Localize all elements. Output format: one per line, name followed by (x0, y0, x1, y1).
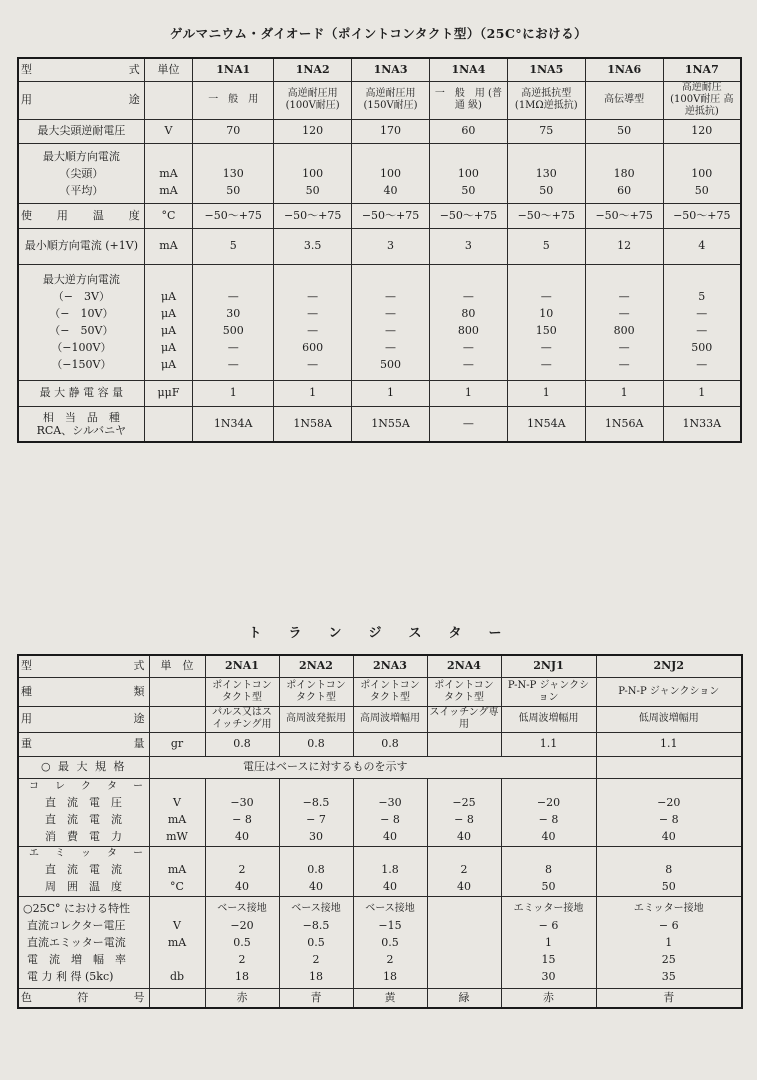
value-cell: 12 (585, 228, 663, 264)
value-cell: 18 (235, 969, 249, 983)
use-cell: 高逆抵抗型 (1MΩ逆抵抗) (507, 81, 585, 119)
unit-cell: db (169, 969, 185, 983)
max-rating-row (18, 756, 742, 778)
value-cell: 60 (429, 119, 507, 143)
equivalent-row (18, 406, 741, 442)
value-cell: 50 (585, 119, 663, 143)
use-cell: 低周波増幅用 (501, 706, 596, 732)
max-rating-label: ○ 最 大 規 格 (18, 756, 149, 778)
value-cell: 0.8 (307, 863, 325, 876)
value-cell: 3.5 (274, 228, 352, 264)
value-cell: 500 (380, 358, 402, 371)
row-label: 使 用 温 度 (18, 203, 144, 228)
value-cell: 30 (309, 829, 323, 843)
value-cell: 1N55A (352, 406, 430, 442)
collector-label: コ レ ク タ ー (29, 780, 146, 792)
config-cell: ベース接地 (291, 902, 341, 914)
value-cell: — (385, 290, 397, 303)
value-cell (430, 934, 499, 951)
value-cell: — (462, 358, 474, 371)
model-cell: 2NA2 (279, 655, 353, 677)
value-cell: 1 (585, 380, 663, 406)
value-cell: −50〜+75 (507, 203, 585, 228)
value-cell (430, 917, 499, 934)
use-row (18, 81, 741, 119)
value-cell: 0.5 (381, 935, 399, 949)
value-cell: — (227, 290, 239, 303)
unit-cell: mW (166, 829, 188, 843)
row-label: 最大逆方向電流 (42, 273, 120, 286)
row-label: 最小順方向電流 (+1V) (18, 228, 144, 264)
transistor-header-row (18, 655, 742, 677)
sub-label: （尖頭） (59, 166, 104, 180)
peak-reverse-voltage-row (18, 119, 741, 143)
value-cell: −8.5 (302, 918, 330, 932)
sub-label: （− 50V） (49, 324, 114, 337)
use-cell: パルス又はスイッチング用 (205, 706, 279, 732)
char-label: ○25C° における特性 (23, 901, 131, 915)
value-cell: − 7 (306, 812, 326, 826)
value-cell: — (696, 358, 708, 371)
value-cell: − 6 (538, 918, 559, 932)
value-cell: — (385, 324, 397, 337)
value-cell: — (618, 341, 630, 354)
value-cell: — (429, 406, 507, 442)
value-cell: 500 (222, 324, 244, 337)
value-cell: 40 (661, 829, 676, 843)
row-label: 最大順方向電流 (42, 149, 120, 163)
value-cell: 800 (613, 324, 635, 337)
value-cell: 500 (691, 341, 713, 354)
row-label: 電 流 増 幅 率 (27, 952, 126, 966)
min-forward-current-row (18, 228, 741, 264)
value-cell: −20 (536, 795, 561, 809)
reverse-current-row (18, 264, 741, 380)
row-label: 消 費 電 力 (45, 829, 122, 843)
value-cell: 1 (663, 380, 741, 406)
value-cell: − 8 (454, 812, 474, 826)
diode-spec-table (17, 57, 742, 443)
use-cell: 高伝導型 (585, 81, 663, 119)
sub-label: （−100V） (51, 341, 112, 354)
value-cell: — (618, 358, 630, 371)
unit-cell: °C (144, 203, 192, 228)
value-cell: 0.8 (353, 732, 427, 756)
color-code-row (18, 988, 742, 1008)
kind-cell: ポイントコンタクト型 (353, 677, 427, 706)
value-cell: — (540, 341, 552, 354)
value-cell (430, 951, 499, 968)
use-cell: 一 般 用 (193, 81, 274, 119)
unit-cell: μA (160, 307, 177, 320)
value-cell: 1N33A (663, 406, 741, 442)
value-cell: — (227, 341, 239, 354)
value-cell: — (618, 307, 630, 320)
unit-cell: μA (160, 358, 177, 371)
unit-cell: V (173, 795, 181, 809)
emitter-rating-row (18, 846, 742, 896)
sub-label: （−150V） (51, 358, 112, 371)
value-cell: −50〜+75 (274, 203, 352, 228)
model-label: 型 式 (18, 58, 144, 81)
value-cell: — (385, 341, 397, 354)
row-label: 直 流 電 流 (45, 863, 122, 876)
max-rating-note: 電圧はベースに対するものを示す (149, 756, 501, 778)
value-cell: 100 (457, 166, 479, 180)
diode-table-title: ゲルマニウム・ダイオード（ポイントコンタクト型）（25C°における） (169, 26, 588, 41)
value-cell: 2 (460, 863, 468, 876)
value-cell: −50〜+75 (352, 203, 430, 228)
value-cell: 2 (312, 952, 320, 966)
model-cell: 1NA7 (663, 58, 741, 81)
model-label: 型 式 (18, 655, 149, 677)
model-cell: 2NA4 (427, 655, 501, 677)
value-cell: −8.5 (302, 795, 330, 809)
value-cell: 1N58A (274, 406, 352, 442)
row-label: 最大尖頭逆耐電圧 (18, 119, 144, 143)
model-cell: 1NA2 (274, 58, 352, 81)
unit-cell: μA (160, 324, 177, 337)
value-cell: 0.8 (205, 732, 279, 756)
value-cell: 80 (461, 307, 476, 320)
sub-label: （平均） (59, 183, 104, 197)
value-cell: 8 (665, 863, 673, 876)
value-cell: 70 (193, 119, 274, 143)
value-cell: — (618, 290, 630, 303)
config-cell: ベース接地 (217, 902, 267, 914)
value-cell: 0.8 (279, 732, 353, 756)
value-cell: 5 (193, 228, 274, 264)
model-cell: 1NA5 (507, 58, 585, 81)
sub-label: （− 3V） (52, 290, 110, 303)
value-cell: 1N56A (585, 406, 663, 442)
value-cell: — (540, 358, 552, 371)
value-cell: — (227, 358, 239, 371)
value-cell: 120 (663, 119, 741, 143)
value-cell: 30 (226, 307, 241, 320)
value-cell: 40 (235, 829, 249, 843)
kind-cell: P-N-P ジャンクション (501, 677, 596, 706)
unit-cell: V (173, 918, 181, 932)
value-cell: − 8 (538, 812, 559, 826)
row-label: 電 力 利 得 (5kc) (27, 969, 114, 983)
value-cell: 0.5 (233, 935, 251, 949)
collector-rating-row (18, 778, 742, 846)
value-cell: −20 (657, 795, 681, 809)
row-label: 重 量 (18, 732, 149, 756)
model-cell: 1NA1 (193, 58, 274, 81)
row-label: 色 符 号 (18, 988, 149, 1008)
transistor-spec-table (17, 654, 743, 1009)
value-cell: 青 (596, 988, 742, 1008)
unit-cell: μA (160, 290, 177, 303)
value-cell: 40 (309, 880, 323, 893)
use-cell: 低周波増幅用 (596, 706, 742, 732)
value-cell: 40 (383, 183, 398, 197)
value-cell: 1.1 (596, 732, 742, 756)
use-cell: スイッチング専 用 (427, 706, 501, 732)
use-cell: 高逆耐圧用 (150V耐圧) (352, 81, 430, 119)
value-cell: 18 (309, 969, 323, 983)
use-label: 用 途 (18, 81, 144, 119)
value-cell: 150 (535, 324, 557, 337)
kind-cell: ポイントコンタクト型 (279, 677, 353, 706)
value-cell: 50 (461, 183, 476, 197)
value-cell: 170 (352, 119, 430, 143)
unit-cell: μA (160, 341, 177, 354)
value-cell: 8 (545, 863, 552, 876)
value-cell: −50〜+75 (429, 203, 507, 228)
value-cell: 0.5 (307, 935, 325, 949)
row-label: 相 当 品 種 (42, 410, 120, 424)
unit-cell: mA (144, 228, 192, 264)
value-cell: 1 (352, 380, 430, 406)
value-cell: 50 (694, 183, 709, 197)
value-cell: −50〜+75 (585, 203, 663, 228)
emitter-label: エ ミ ッ タ ー (29, 848, 146, 859)
value-cell: 2 (238, 952, 246, 966)
value-cell: 2 (386, 952, 394, 966)
value-cell: −20 (230, 918, 254, 932)
model-cell: 1NA4 (429, 58, 507, 81)
value-cell: 35 (661, 969, 676, 983)
model-cell: 2NA3 (353, 655, 427, 677)
value-cell: 40 (383, 829, 397, 843)
value-cell: −30 (230, 795, 254, 809)
value-cell: 130 (222, 166, 244, 180)
value-cell: 800 (457, 324, 479, 337)
value-cell: — (462, 290, 474, 303)
value-cell: — (307, 324, 319, 337)
unit-label: 単位 (144, 58, 192, 81)
value-cell: — (307, 290, 319, 303)
value-cell: 120 (274, 119, 352, 143)
value-cell: − 8 (380, 812, 400, 826)
value-cell: 50 (305, 183, 320, 197)
value-cell: 25 (661, 952, 676, 966)
value-cell: 1N54A (507, 406, 585, 442)
value-cell: — (385, 307, 397, 320)
value-cell: 3 (352, 228, 430, 264)
value-cell: 黄 (353, 988, 427, 1008)
value-cell: 2 (238, 863, 246, 876)
value-cell: 40 (235, 880, 249, 893)
value-cell: 5 (507, 228, 585, 264)
model-cell: 2NJ1 (501, 655, 596, 677)
model-cell: 1NA6 (585, 58, 663, 81)
value-cell: 4 (663, 228, 741, 264)
unit-label: 単 位 (149, 655, 205, 677)
value-cell: 15 (541, 952, 556, 966)
value-cell: 1 (429, 380, 507, 406)
row-label: 直 流 電 圧 (45, 795, 122, 809)
value-cell: 5 (698, 290, 706, 303)
operating-temp-row (18, 203, 741, 228)
value-cell: 40 (457, 880, 471, 893)
value-cell: 75 (507, 119, 585, 143)
model-cell: 2NA1 (205, 655, 279, 677)
value-cell: 1.1 (501, 732, 596, 756)
value-cell: 18 (383, 969, 397, 983)
value-cell: 100 (380, 166, 402, 180)
sub-label: （− 10V） (49, 307, 114, 320)
kind-row (18, 677, 742, 706)
value-cell: −15 (378, 918, 402, 932)
value-cell: — (307, 358, 319, 371)
value-cell: — (696, 307, 708, 320)
value-cell: 50 (539, 183, 554, 197)
value-cell: 40 (541, 829, 556, 843)
value-cell: 1.8 (381, 863, 399, 876)
value-cell: 緑 (427, 988, 501, 1008)
row-label: 周 囲 温 度 (45, 880, 122, 893)
config-cell: エミッター接地 (513, 902, 584, 914)
diode-header-row (18, 58, 741, 81)
value-cell: 60 (617, 183, 632, 197)
value-cell: −25 (452, 795, 476, 809)
weight-row (18, 732, 742, 756)
value-cell: 10 (539, 307, 554, 320)
value-cell: − 8 (232, 812, 252, 826)
value-cell: −50〜+75 (663, 203, 741, 228)
value-cell: 1 (193, 380, 274, 406)
value-cell: − 8 (658, 812, 679, 826)
config-cell (430, 900, 499, 917)
value-cell: — (540, 290, 552, 303)
value-cell: 100 (691, 166, 713, 180)
value-cell: 1 (274, 380, 352, 406)
transistor-use-row (18, 706, 742, 732)
value-cell: 130 (535, 166, 557, 180)
unit-cell: mA (159, 166, 178, 180)
value-cell: 40 (457, 829, 471, 843)
value-cell: 1N34A (193, 406, 274, 442)
kind-cell: ポイントコンタクト型 (427, 677, 501, 706)
unit-cell: mA (167, 812, 187, 826)
unit-cell: V (144, 119, 192, 143)
use-label: 用 途 (18, 706, 149, 732)
unit-cell: mA (167, 935, 187, 949)
model-cell: 2NJ2 (596, 655, 742, 677)
value-cell: − 6 (658, 918, 679, 932)
kind-cell: ポイントコンタクト型 (205, 677, 279, 706)
unit-cell: °C (170, 880, 184, 893)
unit-cell: gr (149, 732, 205, 756)
value-cell: 赤 (205, 988, 279, 1008)
capacitance-row (18, 380, 741, 406)
use-cell: 高周波発振用 (279, 706, 353, 732)
value-cell: 100 (302, 166, 324, 180)
value-cell: 1 (507, 380, 585, 406)
value-cell: 3 (429, 228, 507, 264)
kind-label: 種 類 (18, 677, 149, 706)
row-label: 最 大 静 電 容 量 (18, 380, 144, 406)
row-label: 直流エミッター電流 (27, 935, 126, 949)
unit-cell: mA (167, 863, 187, 876)
value-cell: −30 (378, 795, 402, 809)
value-cell: 1 (665, 935, 673, 949)
value-cell: — (462, 341, 474, 354)
model-cell: 1NA3 (352, 58, 430, 81)
use-cell: 高逆耐圧用 (100V耐圧) (274, 81, 352, 119)
characteristics-row (18, 896, 742, 988)
value-cell: 赤 (501, 988, 596, 1008)
value-cell: — (696, 324, 708, 337)
value-cell: 600 (302, 341, 324, 354)
value-cell: 青 (279, 988, 353, 1008)
row-label: 直流コレクター電圧 (27, 918, 126, 932)
value-cell: −50〜+75 (193, 203, 274, 228)
row-label: 直 流 電 流 (45, 812, 122, 826)
use-cell: 一 般 用 (普 通 級) (429, 81, 507, 119)
value-cell: 30 (541, 969, 556, 983)
value-cell: 50 (661, 880, 676, 893)
value-cell: 50 (541, 880, 556, 893)
use-cell: 高周波増幅用 (353, 706, 427, 732)
value-cell: 1 (545, 935, 552, 949)
value-cell: 40 (383, 880, 397, 893)
unit-cell: μμF (144, 380, 192, 406)
value-cell: — (307, 307, 319, 320)
row-sublabel: RCA、シルバニヤ (36, 423, 127, 437)
forward-current-row (18, 143, 741, 203)
use-cell: 高逆耐圧 (100V耐圧 高逆抵抗) (663, 81, 741, 119)
config-cell: ベース接地 (365, 902, 415, 914)
value-cell (427, 732, 501, 756)
value-cell: 180 (613, 166, 635, 180)
config-cell: エミッター接地 (633, 902, 704, 914)
transistor-table-title: ト ラ ン ジ ス タ ー (248, 626, 509, 641)
value-cell: 50 (226, 183, 241, 197)
unit-cell (152, 951, 203, 968)
unit-cell: mA (159, 183, 178, 197)
value-cell (430, 968, 499, 985)
kind-cell: P-N-P ジャンクション (596, 677, 742, 706)
